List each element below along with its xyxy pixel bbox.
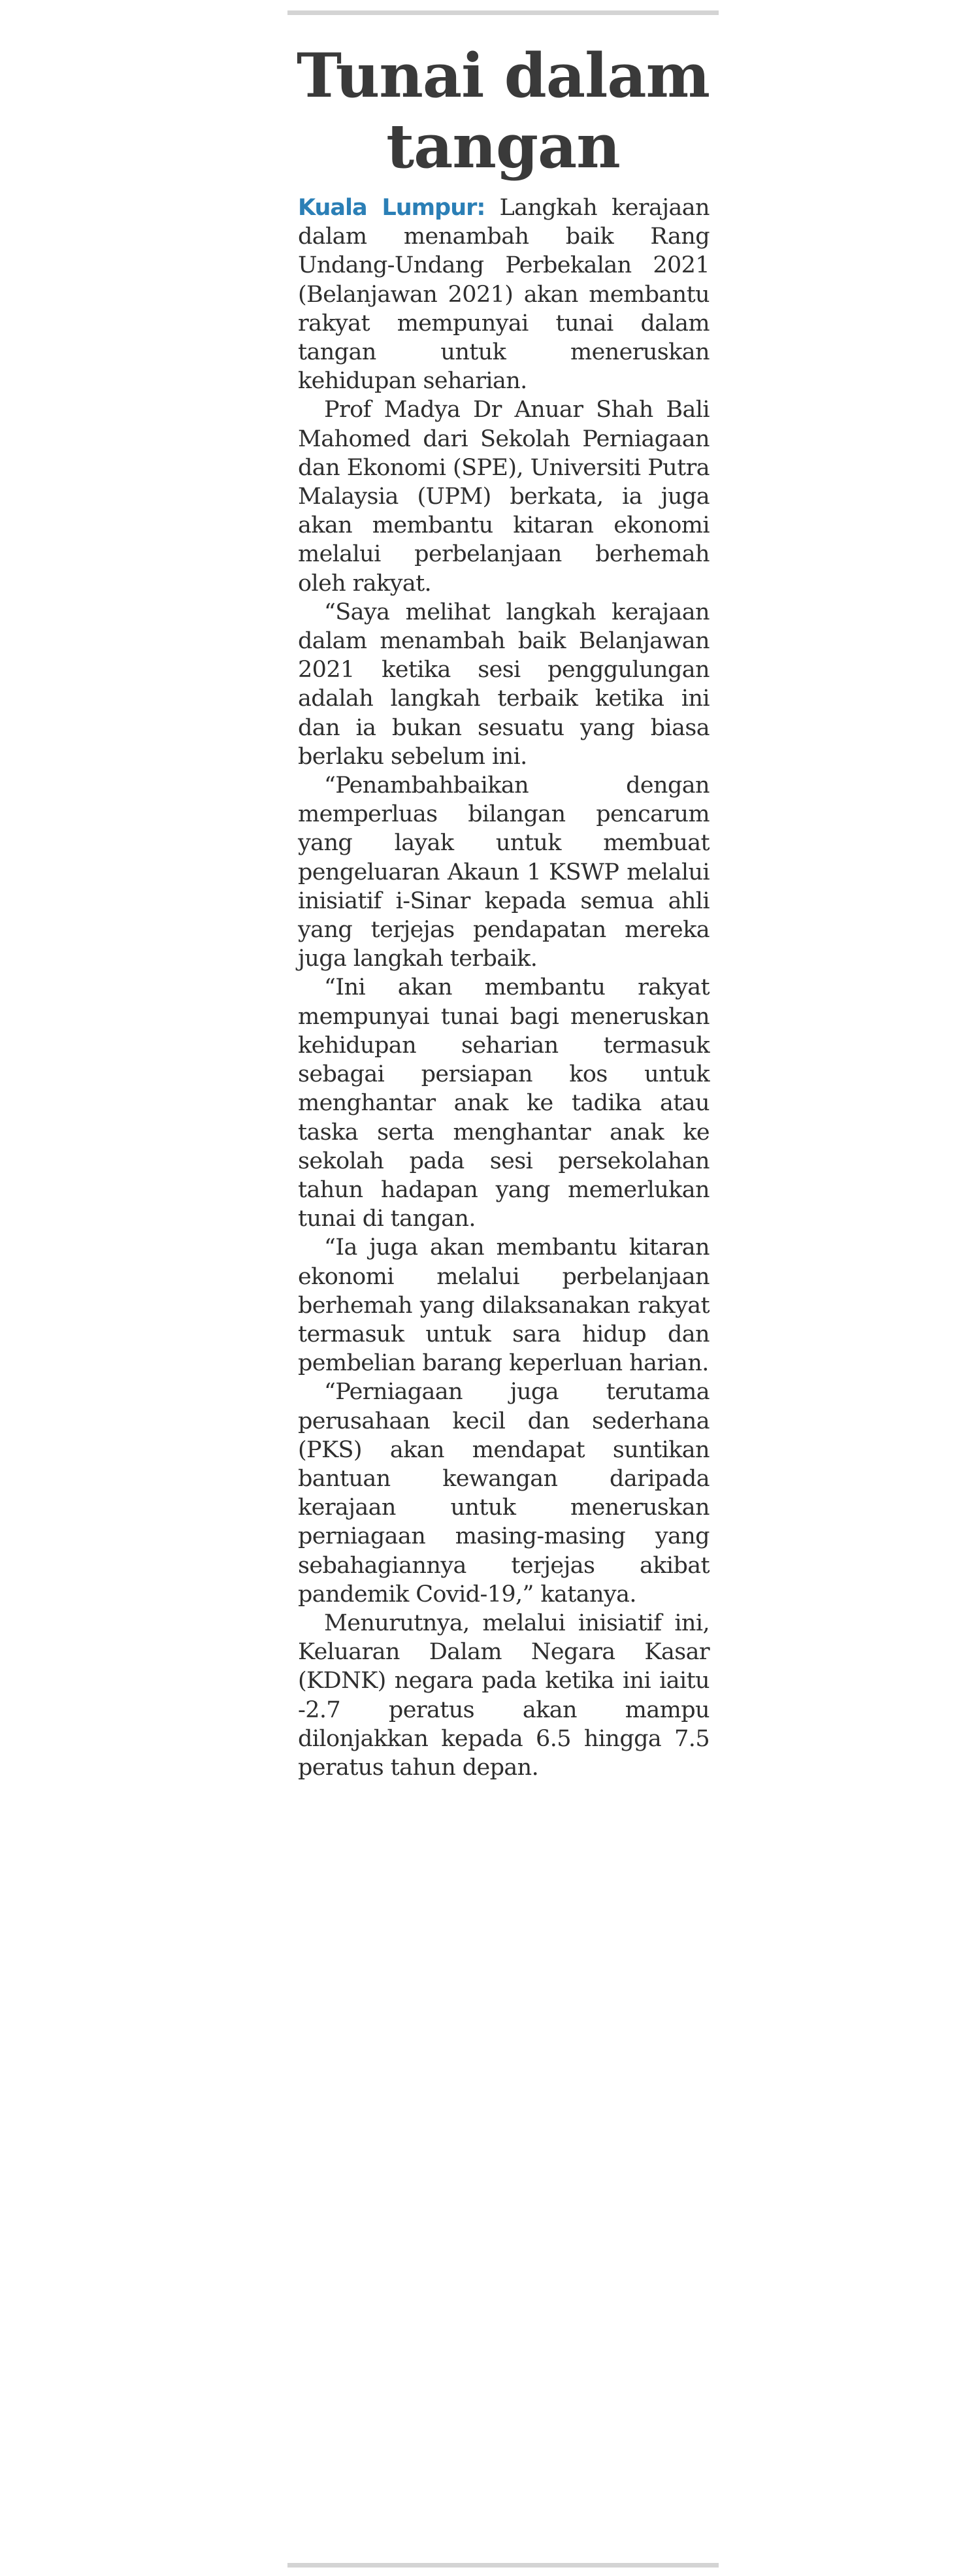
top-rule [287, 10, 719, 15]
news-clipping [287, 0, 719, 2576]
paragraph-2: “Saya melihat langkah kerajaan dalam menambah baik Belanjawan 2021 ketika sesi penggulungan adalah langkah terbaik ketika ini dan ia bukan sesuatu yang biasa berlaku sebelum ini. [298, 599, 710, 770]
paragraph-6: “Perniagaan juga terutama perusahaan kecil dan sederhana (PKS) akan mendapat suntikan bantuan kewangan daripada kerajaan untuk meneruskan perniagaan masing-masing yang sebahagiannya terjejas akibat pandemik Covid-19,” katanya. [298, 1379, 710, 1608]
paragraph-4: “Ini akan membantu rakyat mempunyai tunai bagi meneruskan kehidupan seharian termasuk sebagai persiapan kos untuk menghantar anak ke tadika atau taska serta menghantar anak ke sekolah pada sesi persekolahan tahun hadapan yang memerlukan tunai di tangan. [298, 974, 710, 1232]
dateline: Kuala Lumpur: [298, 195, 485, 221]
headline-line-1: Tunai dalam [296, 40, 710, 111]
paragraph-5: “Ia juga akan membantu kitaran ekonomi melalui perbelanjaan berhemah yang dilaksanakan rakyat termasuk untuk sara hidup dan pembelian barang keperluan harian. [298, 1234, 710, 1377]
paragraph-1: Prof Madya Dr Anuar Shah Bali Mahomed dari Sekolah Perniagaan dan Ekonomi (SPE), Universiti Putra Malaysia (UPM) berkata, ia juga akan membantu kitaran ekonomi melalui perbelanjaan berhemah oleh rakyat. [298, 397, 710, 597]
article-body [298, 193, 710, 1782]
paragraph-7: Menurutnya, melalui inisiatif ini, Keluaran Dalam Negara Kasar (KDNK) negara pada ketika ini iaitu -2.7 peratus akan mampu dilonjakkan kepada 6.5 hingga 7.5 peratus tahun depan. [298, 1610, 710, 1781]
headline [287, 41, 719, 182]
bottom-rule [287, 2563, 719, 2568]
paragraph-3: “Penambahbaikan dengan memperluas bilangan pencarum yang layak untuk membuat pengeluaran Akaun 1 KSWP melalui inisiatif i-Sinar kepada semua ahli yang terjejas pendapatan mereka juga langkah terbaik. [298, 772, 710, 972]
headline-line-2: tangan [386, 110, 620, 182]
lead-text: Langkah kerajaan dalam menambah baik Rang Undang-Undang Perbekalan 2021 (Belanjawan 2021) akan membantu rakyat mempunyai tunai dalam tangan untuk meneruskan kehidupan seharian. [298, 195, 710, 395]
lead-paragraph [298, 193, 710, 395]
